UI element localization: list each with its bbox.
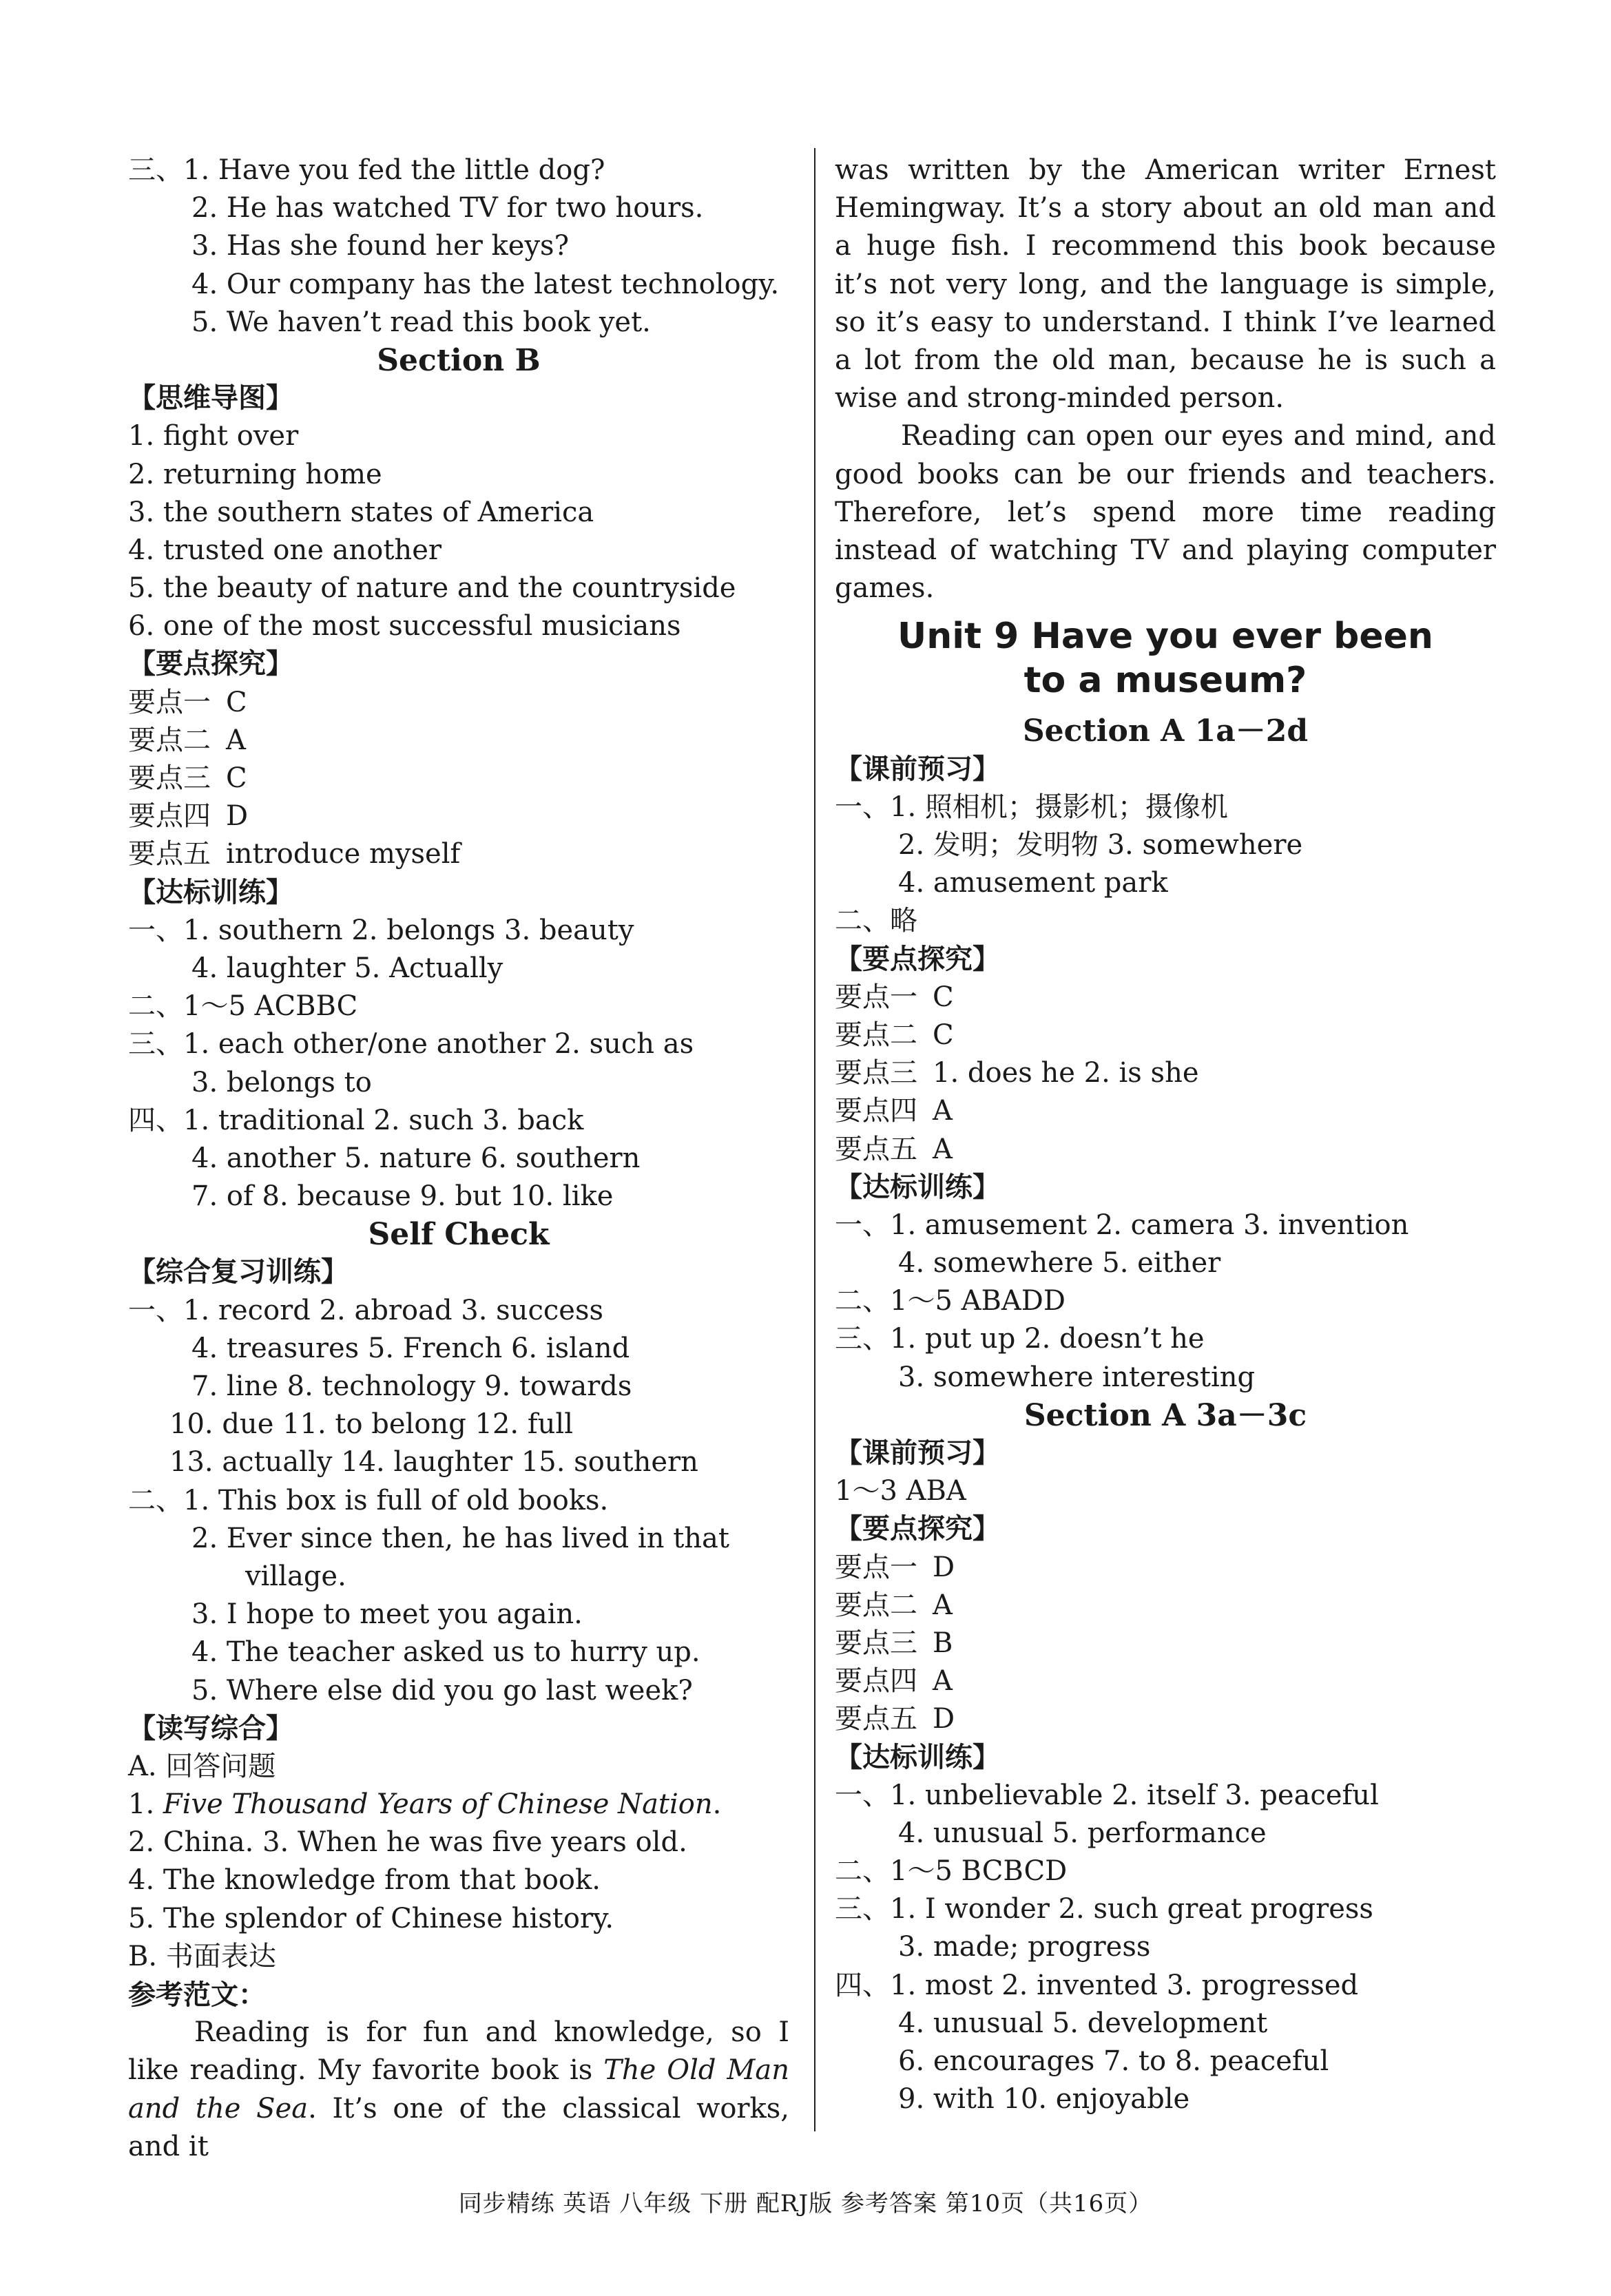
answer-line: 一、1. unbelievable 2. itself 3. peaceful [835,1779,1379,1811]
key-point-row: 要点四 D [128,800,249,833]
answer-line: 三、1. each other/one another 2. such as [128,1028,694,1061]
answer-line: 3. belongs to [191,1066,372,1098]
answer-line: 5. The splendor of Chinese history. [128,1902,614,1934]
subsection-heading: 【要点探究】 [835,943,1000,975]
key-point-row: 要点五 introduce myself [128,838,461,870]
subsection-heading: 【综合复习训练】 [128,1256,349,1288]
part-label: B. 书面表达 [128,1940,276,1972]
section-title: Self Check [368,1217,550,1253]
answer-line: 6. one of the most successful musicians [128,610,681,643]
answer-line: 4. somewhere 5. either [898,1247,1221,1280]
answer-line: 一、1. amusement 2. camera 3. invention [835,1209,1409,1241]
answer-line: 4. trusted one another [128,534,441,566]
answer-line: 1～3 ABA [835,1475,966,1507]
answer-line: 二、略 [835,905,917,937]
section-title: Section A 3a－3c [1023,1397,1307,1433]
answer-line: village. [245,1560,346,1592]
key-point-row: 要点四 A [835,1095,953,1127]
answer-line: 10. due 11. to belong 12. full [169,1408,573,1441]
answer-line: 二、1～5 ABADD [835,1285,1066,1317]
key-point-row: 要点一 D [835,1551,955,1583]
answer-line: 2. He has watched TV for two hours. [191,192,704,225]
key-point-row: 要点三 C [128,762,247,794]
answer-line: 13. actually 14. laughter 15. southern [169,1446,698,1479]
section-title: Section A 1a－2d [1022,713,1309,749]
sample-essay-label: 参考范文： [128,1979,266,2011]
answer-line: 5. Where else did you go last week? [191,1674,693,1707]
answer-line: 4. another 5. nature 6. southern [191,1142,641,1174]
subsection-heading: 【课前预习】 [835,1437,1000,1469]
subsection-heading: 【读写综合】 [128,1712,293,1744]
part-label: A. 回答问题 [128,1750,276,1782]
answer-line: 3. I hope to meet you again. [191,1598,583,1631]
answer-line: 四、1. traditional 2. such 3. back [128,1104,584,1136]
answer-line: 四、1. most 2. invented 3. progressed [835,1969,1359,2001]
key-point-row: 要点四 A [835,1665,953,1698]
answer-line: 2. China. 3. When he was five years old. [128,1826,687,1859]
answer-line: 一、1. 照相机；摄影机；摄像机 [835,791,1228,823]
left-column [128,152,789,2166]
answer-line: 7. of 8. because 9. but 10. like [191,1180,614,1213]
essay-paragraph: Reading is for fun and knowledge, so I like reading. My favorite book is The Old Man and the Sea. It’s one of the classical works, and it [128,2016,790,2162]
unit-title: Unit 9 Have you ever been to a museum? [897,616,1433,702]
subsection-heading: 【思维导图】 [128,382,293,415]
answer-line: 1. fight over [128,420,299,452]
answer-line: 3. somewhere interesting [898,1361,1256,1393]
section-title: Section B [377,342,541,378]
key-point-row: 要点五 A [835,1133,953,1165]
key-point-row: 要点二 C [835,1019,954,1051]
subsection-heading: 【要点探究】 [128,648,293,680]
answer-line: 2. Ever since then, he has lived in that [191,1522,729,1554]
answer-line: 二、1. This box is full of old books. [128,1484,609,1516]
key-point-row: 要点五 D [835,1703,955,1735]
key-point-row: 要点二 A [835,1589,953,1621]
key-point-row: 要点一 C [835,981,954,1013]
answer-line: 4. The teacher asked us to hurry up. [191,1636,700,1669]
subsection-heading: 【达标训练】 [128,876,293,908]
subsection-heading: 【达标训练】 [835,1741,1000,1773]
subsection-heading: 【课前预习】 [835,753,1000,785]
answer-line: 三、1. Have you fed the little dog? [128,154,605,186]
answer-line: 一、1. southern 2. belongs 3. beauty [128,914,634,946]
answer-line: 3. the southern states of America [128,496,594,528]
subsection-heading: 【达标训练】 [835,1171,1000,1203]
answer-line: 4. laughter 5. Actually [191,952,503,984]
answer-line: 5. the beauty of nature and the countryside [128,572,736,605]
answer-line: 4. Our company has the latest technology. [191,268,780,300]
answer-line: 4. The knowledge from that book. [128,1864,601,1897]
answer-line: 9. with 10. enjoyable [898,2083,1190,2116]
subsection-heading: 【要点探究】 [835,1513,1000,1545]
key-point-row: 要点二 A [128,724,246,756]
key-point-row: 要点三 1. does he 2. is she [835,1057,1199,1089]
answer-line: 二、1～5 BCBCD [835,1855,1068,1888]
answer-line: 二、1～5 ACBBC [128,990,358,1023]
answer-line: 4. unusual 5. development [898,2007,1268,2039]
answer-line: 4. amusement park [898,867,1168,899]
answer-line: 一、1. record 2. abroad 3. success [128,1294,603,1326]
answer-line: 三、1. put up 2. doesn’t he [835,1323,1205,1355]
answer-line: 6. encourages 7. to 8. peaceful [898,2045,1329,2077]
right-column [835,152,1496,2118]
answer-line: 2. 发明；发明物 3. somewhere [898,829,1303,861]
key-point-row: 要点一 C [128,686,247,718]
answer-line: 三、1. I wonder 2. such great progress [835,1893,1373,1925]
essay-paragraph: was written by the American writer Ernest Hemingway. It’s a story about an old man and a huge fish. I recommend this book because it’s not very long, and the language is simple, so it’s easy to understand. I think I’ve learned a lot from the old man, because he is such a wise and strong-minded person. [835,154,1496,415]
answer-line: 5. We haven’t read this book yet. [191,306,651,338]
page-footer: 同步精练 英语 八年级 下册 配RJ版 参考答案 第10页（共16页） [458,2190,1153,2217]
answer-line: 3. made; progress [898,1931,1151,1963]
column-divider [814,148,815,2131]
answer-line: 7. line 8. technology 9. towards [191,1370,632,1402]
answer-line: 4. treasures 5. French 6. island [191,1332,630,1364]
key-point-row: 要点三 B [835,1627,953,1659]
answer-line: 1. Five Thousand Years of Chinese Nation. [128,1788,722,1821]
answer-line: 4. unusual 5. performance [898,1817,1267,1849]
answer-line: 3. Has she found her keys? [191,230,570,262]
answer-line: 2. returning home [128,458,382,490]
essay-paragraph: Reading can open our eyes and mind, and good books can be our friends and teachers. Therefore, let’s spend more time reading instead of watching TV and playing computer games. [835,420,1496,605]
